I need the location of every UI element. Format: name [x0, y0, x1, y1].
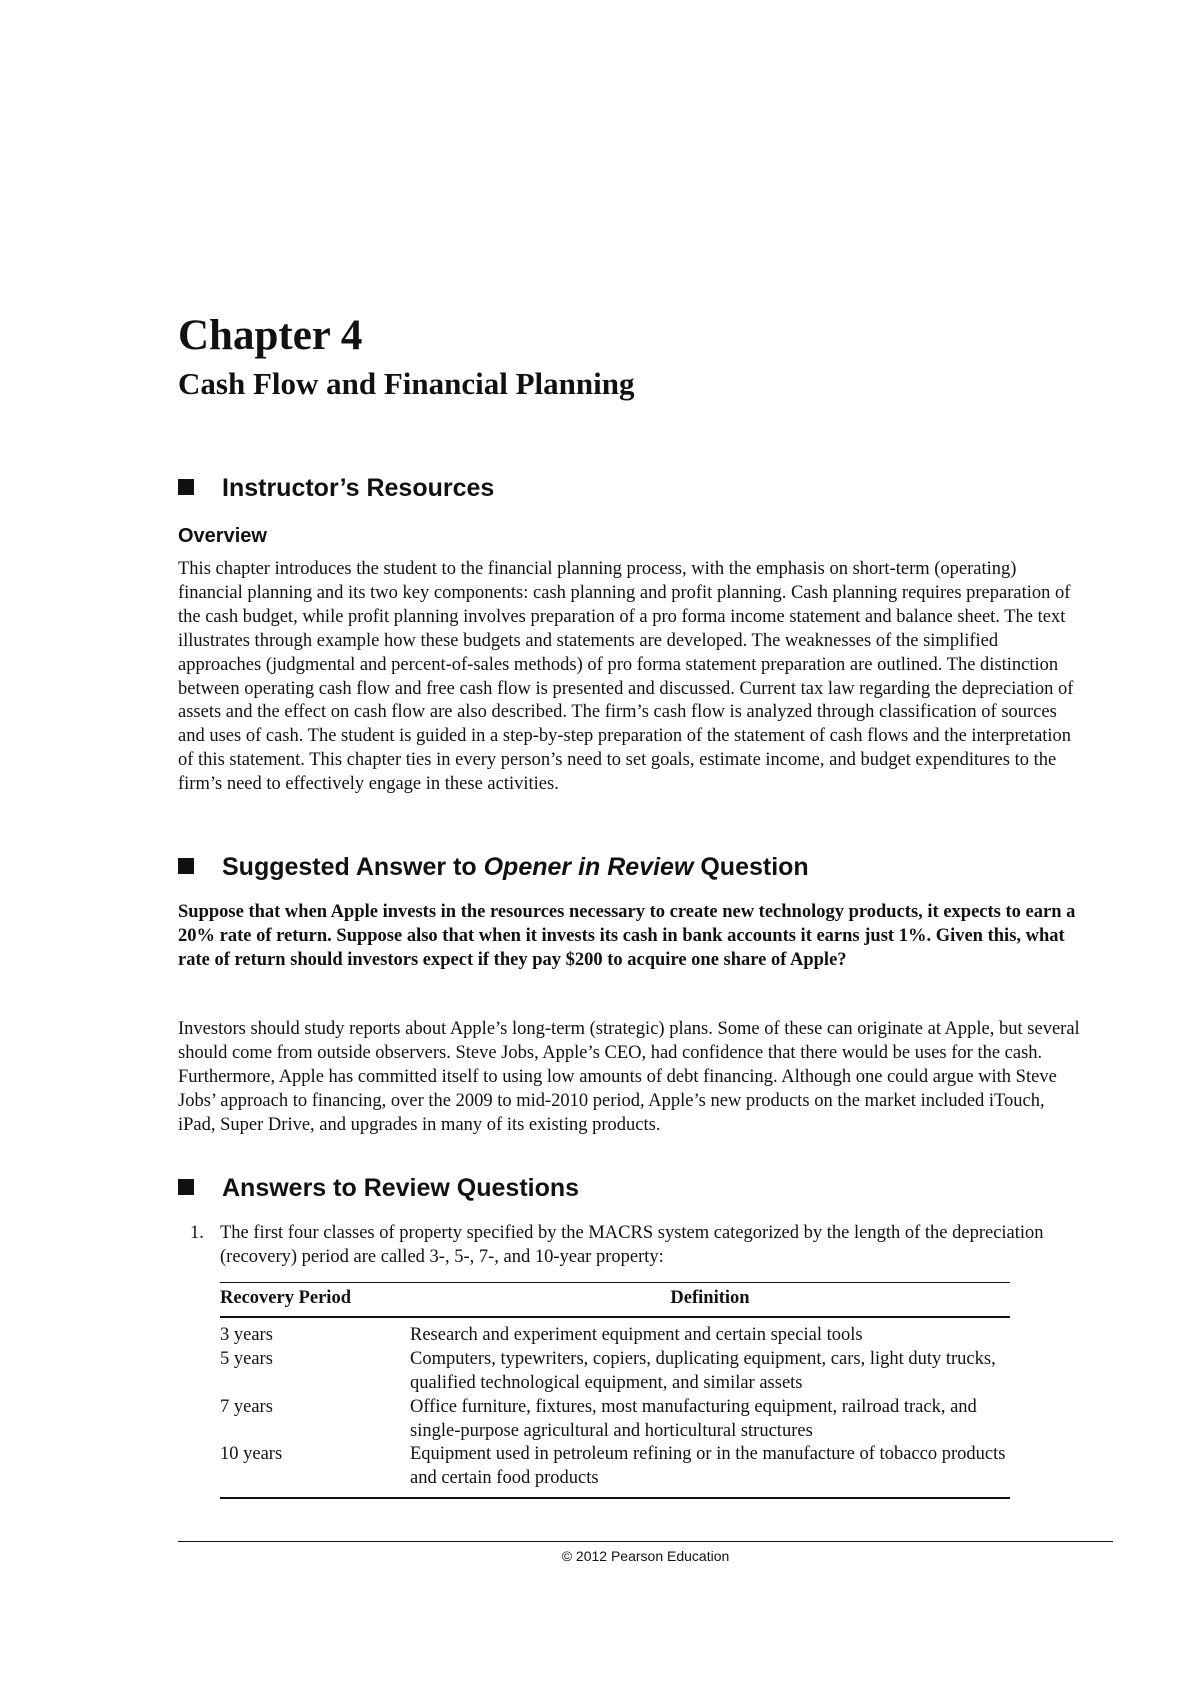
- section-heading-opener-question: [178, 855, 809, 880]
- footer-copyright: © 2012 Pearson Education: [561, 1548, 730, 1564]
- square-bullet-icon: [178, 479, 194, 495]
- overview-heading: Overview: [178, 525, 267, 547]
- list-item-text: The first four classes of property specified by the MACRS system categorized by the length of the depreciation (recovery) period are called 3-, 5-, 7-, and 10-year property:: [220, 1223, 1044, 1267]
- table-cell-definition: Office furniture, fixtures, most manufacturing equipment, railroad track, and single-purpose agricultural and horticultural structures: [410, 1396, 977, 1441]
- section-heading-text: Instructor’s Resources: [222, 474, 495, 502]
- table-cell-definition: Equipment used in petroleum refining or in the manufacture of tobacco products and certain food products: [410, 1443, 1010, 1498]
- table-row: [220, 1317, 1010, 1348]
- square-bullet-icon: [178, 858, 194, 874]
- square-bullet-icon: [178, 1179, 194, 1195]
- table-row: [220, 1348, 1010, 1396]
- overview-paragraph: This chapter introduces the student to the financial planning process, with the emphasis on short-term (operating) financial planning and its two key components: cash planning and profit planning. Cash planning requires preparation of the cash budget, while profit planning involves preparation of a pro forma income statement and balance sheet. The text illustrates through example how these budgets and statements are developed. The weaknesses of the simplified approaches (judgmental and percent-of-sales methods) of pro forma statement preparation are outlined. The distinction between operating cash flow and free cash flow is presented and discussed. Current tax law regarding the depreciation of assets and the effect on cash flow are also described. The firm’s cash flow is analyzed through classification of sources and uses of cash. The student is guided in a step-by-step preparation of the statement of cash flows and the interpretation of this statement. This chapter ties in every person’s need to set goals, estimate income, and budget expenditures to the firm’s need to effectively engage in these activities.: [178, 559, 1074, 795]
- chapter-title: Cash Flow and Financial Planning: [178, 366, 635, 401]
- table-cell-period: 3 years: [220, 1324, 273, 1345]
- table-row: [220, 1396, 1010, 1444]
- section-heading-instructors-resources: [178, 476, 494, 501]
- section-heading-review-questions: [178, 1176, 579, 1201]
- recovery-period-table: [220, 1282, 1010, 1499]
- footer-divider: [178, 1541, 1113, 1542]
- heading-text-italic: Opener in Review: [483, 853, 694, 881]
- section-heading-text: Answers to Review Questions: [222, 1174, 580, 1202]
- opener-question: Suppose that when Apple invests in the resources necessary to create new technology products, it expects to earn a 20% rate of return. Suppose also that when it invests its cash in bank accounts it earns just 1%. Given this, what rate of return should investors expect if they pay $200 to acquire one share of Apple?: [178, 902, 1076, 970]
- chapter-number: Chapter 4: [178, 312, 363, 359]
- column-header-recovery-period: Recovery Period: [220, 1283, 410, 1317]
- table-cell-period: 5 years: [220, 1348, 273, 1369]
- table-cell-definition: Research and experiment equipment and certain special tools: [410, 1324, 863, 1345]
- table-cell-period: 7 years: [220, 1396, 273, 1417]
- review-answer-1: [190, 1222, 1080, 1270]
- list-item-number: 1.: [190, 1223, 204, 1243]
- table-cell-definition: Computers, typewriters, copiers, duplicating equipment, cars, light duty trucks, qualified technological equipment, and similar assets: [410, 1348, 996, 1393]
- heading-text-before: Suggested Answer to: [222, 853, 484, 881]
- table-header-row: [220, 1283, 1010, 1317]
- table-cell-period: 10 years: [220, 1443, 410, 1498]
- table-row: [220, 1443, 1010, 1498]
- heading-text-after: Question: [693, 853, 809, 881]
- recovery-table: [220, 1282, 1010, 1499]
- opener-answer: Investors should study reports about Apple’s long-term (strategic) plans. Some of these can originate at Apple, but several should come from outside observers. Steve Jobs, Apple’s CEO, had confidence that there would be uses for the cash. Furthermore, Apple has committed itself to using low amounts of debt financing. Although one could argue with Steve Jobs’ approach to financing, over the 2009 to mid-2010 period, Apple’s new products on the market included iTouch, iPad, Super Drive, and upgrades in many of its existing products.: [178, 1019, 1080, 1135]
- document-page: [178, 0, 1078, 1696]
- column-header-definition: Definition: [410, 1283, 1010, 1317]
